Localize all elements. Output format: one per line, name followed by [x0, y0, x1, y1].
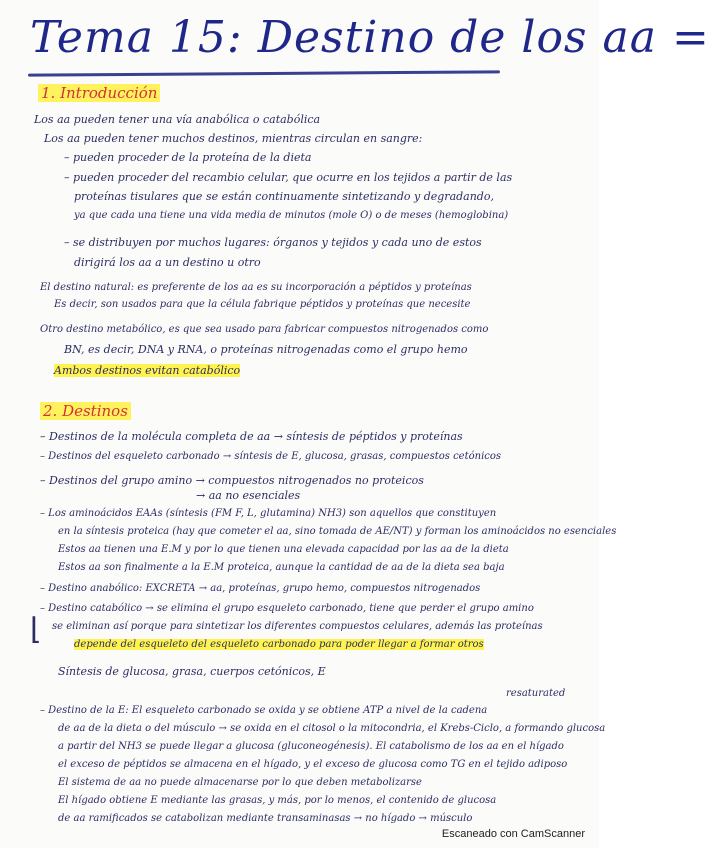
- text-line-highlighted: depende del esqueleto del esqueleto carbonado para poder llegar a formar otros: [74, 639, 484, 650]
- text-line: → aa no esenciales: [196, 489, 301, 502]
- text-line: – Los aminoácidos EAAs (síntesis (FM F, L, glutamina) NH3) son aquellos que constituyen: [40, 508, 497, 519]
- text-line: – Destino anabólico: EXCRETA → aa, proteínas, grupo hemo, compuestos nitrogenados: [40, 583, 481, 594]
- text-line: – Destinos del esqueleto carbonado → síntesis de E, glucosa, grasas, compuestos cetónicos: [40, 451, 502, 462]
- text-line: El destino natural: es preferente de los aa es su incorporación a péptidos y proteínas: [40, 282, 472, 293]
- text-line: Estos aa tienen una E.M y por lo que tienen una elevada capacidad por las aa de la dieta: [58, 544, 509, 555]
- page-title: Tema 15: Destino de los aa =: [30, 12, 710, 63]
- brace-icon: ⌊: [30, 612, 42, 647]
- text-line: – se distribuyen por muchos lugares: órganos y tejidos y cada uno de estos: [64, 236, 482, 249]
- text-line: – Destinos de la molécula completa de aa → síntesis de péptidos y proteínas: [40, 430, 463, 443]
- text-line: ya que cada una tiene una vida media de minutos (mole O) o de meses (hemoglobina): [74, 210, 509, 221]
- title-underline: [28, 70, 500, 76]
- text-line: a partir del NH3 se puede llegar a glucosa (gluconeogénesis). El catabolismo de los aa en el hígado: [58, 741, 564, 752]
- text-line: el exceso de péptidos se almacena en el hígado, y el exceso de glucosa como TG en el tejido adiposo: [58, 759, 568, 770]
- text-line: – Destino catabólico → se elimina el grupo esqueleto carbonado, tiene que perder el grupo amino: [40, 603, 534, 614]
- text-line: Los aa pueden tener muchos destinos, mientras circulan en sangre:: [44, 132, 423, 145]
- section-heading-destinos: 2. Destinos: [40, 402, 131, 420]
- text-line: Síntesis de glucosa, grasa, cuerpos cetónicos, E: [58, 665, 326, 678]
- text-line: El hígado obtiene E mediante las grasas, y más, por lo menos, el contenido de glucosa: [58, 795, 497, 806]
- text-line: proteínas tisulares que se están continuamente sintetizando y degradando,: [74, 190, 494, 203]
- side-note: resaturated: [506, 688, 566, 699]
- text-line: Otro destino metabólico, es que sea usado para fabricar compuestos nitrogenados como: [40, 324, 489, 335]
- text-line: – Destinos del grupo amino → compuestos nitrogenados no proteicos: [40, 474, 424, 487]
- text-line: Los aa pueden tener una vía anabólica o catabólica: [34, 113, 321, 126]
- text-line: – pueden proceder del recambio celular, que ocurre en los tejidos a partir de las: [64, 171, 513, 184]
- text-line-highlighted: Ambos destinos evitan catabólico: [54, 364, 241, 377]
- text-line: Estos aa son finalmente a la E.M proteica, aunque la cantidad de aa de la dieta sea baja: [58, 562, 505, 573]
- text-line: Es decir, son usados para que la célula fabrique péptidos y proteínas que necesite: [54, 299, 471, 310]
- text-line: de aa ramificados se catabolizan mediante transaminasas → no hígado → músculo: [58, 813, 473, 824]
- scanner-watermark: Escaneado con CamScanner: [441, 828, 585, 840]
- text-line: – pueden proceder de la proteína de la dieta: [64, 151, 312, 164]
- text-line: dirigirá los aa a un destino u otro: [74, 256, 261, 269]
- text-line: El sistema de aa no puede almacenarse por lo que deben metabolizarse: [58, 777, 422, 788]
- text-line: en la síntesis proteica (hay que cometer el aa, sino tomada de AE/NT) y forman los aminoácidos no esenciales: [58, 526, 617, 537]
- text-line: – Destino de la E: El esqueleto carbonado se oxida y se obtiene ATP a nivel de la cadena: [40, 705, 488, 716]
- section-heading-introduccion: 1. Introducción: [38, 84, 160, 102]
- text-line: de aa de la dieta o del músculo → se oxida en el citosol o la mitocondria, el Krebs-Ciclo, a formando glucosa: [58, 723, 606, 734]
- text-line: BN, es decir, DNA y RNA, o proteínas nitrogenadas como el grupo hemo: [64, 343, 468, 356]
- text-line: se eliminan así porque para sintetizar los diferentes compuestos celulares, además las proteínas: [52, 621, 543, 632]
